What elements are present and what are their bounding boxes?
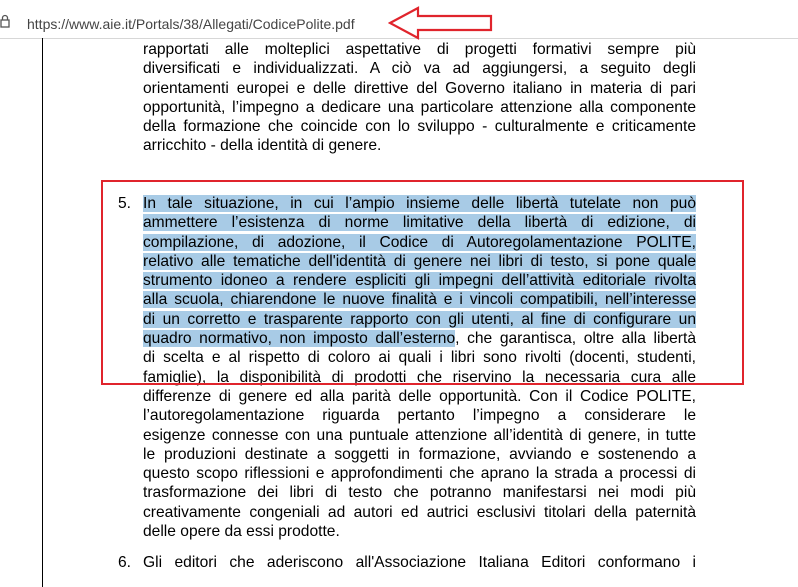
text-line: rapportati alle molteplici aspettative di progetti formativi sempre più xyxy=(143,41,696,58)
highlighted-text[interactable]: In tale situazione, in cui l’ampio insieme delle libertà tutelate non può xyxy=(143,195,696,212)
text-line: esigenze connesse con una puntuale attenzione all’identità di genere, in tutte xyxy=(143,426,696,444)
text-line: trasformazione dei libri di testo che potranno manifestarsi nei modi più xyxy=(143,484,696,502)
text-line: delle opere da essi prodotte. xyxy=(143,523,340,541)
text-line: opportunità, l’impegno a dedicare una particolare attenzione alla componente xyxy=(143,98,696,116)
text-line: Gli editori che aderiscono all'Associazione Italiana Editori conformano i xyxy=(143,554,696,571)
text-line: l’autoregolamentazione riguarda pertanto l’impegno a considerare le xyxy=(143,407,696,425)
highlighted-text[interactable]: ammettere l’esistenza di norme limitative della libertà di edizione, di xyxy=(143,214,696,232)
list-number-6: 6. xyxy=(118,554,132,571)
text-line: questo scopo riflessioni e approfondimenti che aprano la strada a processi di xyxy=(143,465,696,483)
highlighted-text[interactable]: strumento idoneo a rendere espliciti gli impegni dell’attività editoriale rivolta xyxy=(143,272,696,290)
paragraph-top xyxy=(143,40,696,156)
text-line: differenze di genere ed alla parità delle opportunità. Con il Codice POLITE, xyxy=(143,387,696,405)
highlighted-text[interactable]: relativo alle tematiche dell'identità di genere nei libri di testo, si pone quale xyxy=(143,252,696,270)
highlighted-text[interactable]: compilazione, di adozione, il Codice di Autoregolamentazione POLITE, xyxy=(143,233,696,251)
lock-icon xyxy=(0,14,10,28)
text-line: della formazione che coincide con lo sviluppo - culturalmente e criticamente xyxy=(143,118,696,136)
highlighted-text[interactable]: alla scuola, chiarendone le nuove finalità e i vincoli compatibili, nell’interesse xyxy=(143,291,696,309)
highlighted-text[interactable]: di un corretto e trasparente rapporto con gli utenti, al fine di configurare un xyxy=(143,310,696,328)
paragraph-item-5 xyxy=(143,194,696,541)
annotation-arrow-icon xyxy=(388,5,494,41)
text-line: arricchito - della identità di genere. xyxy=(143,137,382,155)
text-line: creativamente congeniali ad autori ed autrici esclusivi titolari della paternità xyxy=(143,503,696,521)
highlighted-text[interactable]: quadro normativo, non imposto dall’esterno xyxy=(143,330,456,348)
text-line: orientamenti europei e delle direttive del Governo italiano in materia di pari xyxy=(143,79,696,97)
text-line: le produzioni destinate a soggetti in formazione, avviando e sostenendo a xyxy=(143,445,696,463)
text-line: diversificati e individualizzati. A ciò va ad aggiungersi, a seguito degli xyxy=(143,60,696,78)
list-number-5: 5. xyxy=(118,195,132,212)
page-left-edge xyxy=(42,38,43,587)
text-line: famiglie), la disponibilità di prodotti che riservino la necessaria cura alle xyxy=(143,368,696,386)
text-line: , che garantisca, oltre alla libertà xyxy=(455,330,696,348)
paragraph-item-6 xyxy=(143,553,696,572)
url-text[interactable]: https://www.aie.it/Portals/38/Allegati/CodicePolite.pdf xyxy=(27,16,355,32)
text-line: di scelta e al rispetto di coloro ai quali i libri sono rivolti (docenti, studenti, xyxy=(143,349,696,367)
